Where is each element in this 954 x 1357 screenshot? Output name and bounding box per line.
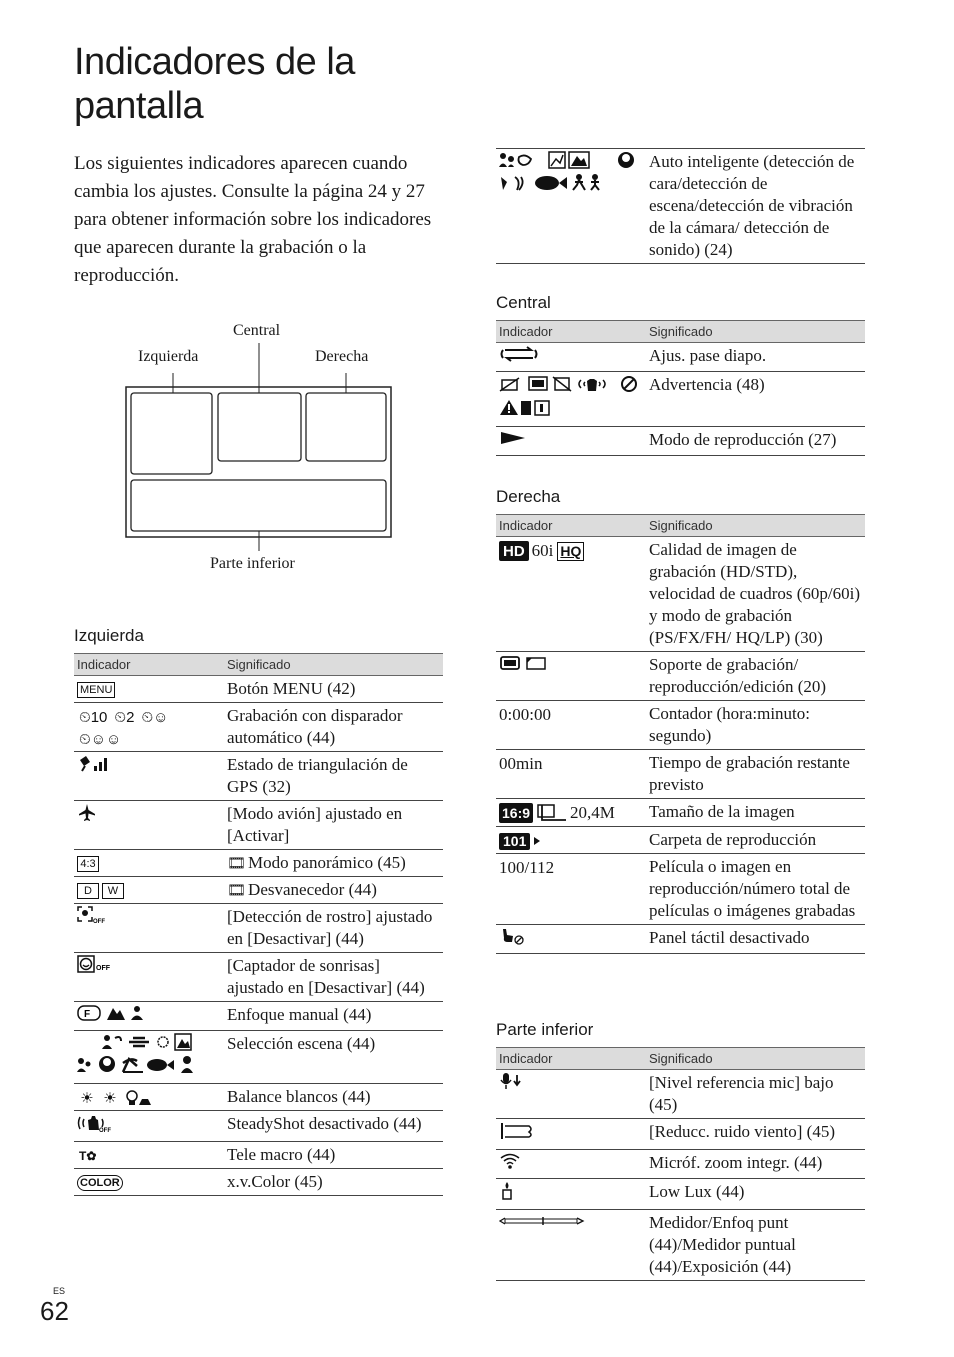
manual-focus-icons	[77, 1004, 167, 1022]
film-icon: 🎞	[227, 854, 247, 872]
self-timer-2-person-icon: ⏲☺☺	[79, 730, 122, 748]
row-text: Tamaño de la imagen	[646, 799, 865, 827]
row-text: Auto inteligente (detección de cara/detección de escena/detección de vibración de la cámara/ detección de sonido) (24)	[646, 149, 865, 264]
remaining-time-label: 00min	[499, 754, 543, 774]
airplane-icon	[77, 803, 97, 823]
table-header-row	[74, 654, 443, 676]
table-row	[74, 1084, 443, 1111]
row-text: Tiempo de grabación restante previsto	[646, 750, 865, 799]
page-language: ES	[53, 1286, 66, 1296]
row-text: Advertencia (48)	[646, 372, 865, 427]
row-text: [Detección de rostro] ajustado en [Desactivar] (44)	[224, 904, 443, 953]
row-text: Estado de triangulación de GPS (32)	[224, 752, 443, 801]
row-text: Grabación con disparador automático (44)	[224, 703, 443, 752]
spot-meter-bar-icon	[499, 1214, 585, 1228]
intro-paragraph: Los siguientes indicadores aparecen cuando cambia los ajustes. Consulte la página 24 y 27 para obtener información sobre los indicadores que aparecen durante la grabación o la reproducción.	[74, 153, 432, 286]
table-row	[496, 652, 865, 701]
hq-mode-icon: HQ	[557, 542, 584, 561]
fader-black-icon: D	[77, 883, 99, 899]
scene-selection-icons	[77, 1033, 217, 1075]
xv-color-icon: COLOR	[77, 1175, 123, 1191]
section-heading-izquierda: Izquierda	[74, 626, 144, 645]
arrow-right-icon	[533, 834, 543, 848]
table-row	[496, 701, 865, 750]
table-row	[74, 1169, 443, 1196]
row-text: Modo panorámico (45)	[248, 853, 406, 872]
smile-off-icon	[77, 955, 115, 973]
daylight-icon: ☀	[80, 1089, 94, 1107]
header-indicador: Indicador	[74, 654, 224, 676]
table-row	[74, 1031, 443, 1084]
row-text: Carpeta de reproducción	[646, 827, 865, 854]
aspect-16-9-icon: 16:9	[499, 803, 533, 823]
table-derecha	[496, 514, 865, 954]
play-icon	[499, 429, 529, 447]
label-central: Central	[233, 322, 281, 339]
screen-layout-diagram	[0, 0, 954, 600]
table-row	[496, 1179, 865, 1210]
cloudy-icon: ☀	[103, 1089, 117, 1107]
folder-101-icon: 101	[499, 833, 530, 850]
table-row	[74, 904, 443, 953]
row-text: Enfoque manual (44)	[224, 1002, 443, 1031]
table-row	[74, 801, 443, 850]
row-text: [Nivel referencia mic] bajo (45)	[646, 1070, 865, 1119]
row-text: Panel táctil desactivado	[646, 925, 865, 954]
row-text: SteadyShot desactivado (44)	[224, 1111, 443, 1142]
counter-label: 0:00:00	[499, 705, 551, 725]
slideshow-repeat-icon	[499, 345, 539, 363]
row-text: Balance blancos (44)	[224, 1084, 443, 1111]
section-heading-inferior: Parte inferior	[496, 1020, 594, 1039]
table-row	[496, 854, 865, 925]
table-header-row	[496, 321, 865, 343]
row-text: Medidor/Enfoq punt (44)/Medidor puntual (44)/Exposición (44)	[646, 1210, 865, 1281]
warning-icons	[499, 374, 643, 418]
page-number: 62	[40, 1296, 69, 1326]
svg-text:OFF: OFF	[93, 919, 105, 924]
table-row	[496, 1070, 865, 1119]
row-text: Contador (hora:minuto: segundo)	[646, 701, 865, 750]
row-text: x.v.Color (45)	[224, 1169, 443, 1196]
header-significado: Significado	[224, 654, 443, 676]
table-row	[496, 1210, 865, 1281]
image-size-label: 20,4M	[570, 803, 615, 823]
header-indicador: Indicador	[496, 321, 646, 343]
label-parte-inferior: Parte inferior	[210, 555, 295, 572]
table-izquierda	[74, 653, 443, 1196]
frame-rate-label: 60i	[531, 541, 554, 561]
table-row	[496, 427, 865, 456]
header-significado: Significado	[646, 515, 865, 537]
row-text: [Reducc. ruido viento] (45)	[646, 1119, 865, 1150]
table-row	[496, 925, 865, 954]
table-inferior	[496, 1047, 865, 1281]
row-text: Tele macro (44)	[224, 1142, 443, 1169]
row-text: Soporte de grabación/ reproducción/edición (20)	[646, 652, 865, 701]
table-row	[496, 372, 865, 427]
section-heading-derecha: Derecha	[496, 487, 561, 506]
bulb-icon	[123, 1089, 153, 1107]
row-text: Ajus. pase diapo.	[646, 343, 865, 372]
header-indicador: Indicador	[496, 1048, 646, 1070]
self-timer-10-icon: ⏲10	[79, 708, 108, 726]
self-timer-1-person-icon: ⏲☺	[141, 708, 169, 726]
touch-off-icon	[499, 927, 527, 945]
row-text: [Modo avión] ajustado en [Activar]	[224, 801, 443, 850]
image-size-icon	[536, 803, 570, 823]
row-text: Desvanecedor (44)	[248, 880, 377, 899]
page-title: Indicadores de la pantalla	[74, 41, 355, 127]
low-lux-icon	[499, 1181, 515, 1201]
label-derecha: Derecha	[315, 348, 369, 365]
hd-quality-icon: HD	[499, 541, 529, 561]
label-izquierda: Izquierda	[138, 348, 199, 365]
table-row	[496, 149, 865, 264]
table-row	[496, 799, 865, 827]
row-text: Calidad de imagen de grabación (HD/STD), velocidad de cuadros (60p/60i) y modo de grabación (PS/FX/FH/ HQ/LP) (30)	[646, 537, 865, 652]
header-indicador: Indicador	[496, 515, 646, 537]
steadyshot-off-icon	[77, 1113, 111, 1133]
table-auto	[496, 148, 865, 264]
wind-reduction-icon	[499, 1121, 535, 1141]
film-icon: 🎞	[227, 881, 247, 899]
table-header-row	[496, 515, 865, 537]
table-row	[496, 537, 865, 652]
table-row	[74, 953, 443, 1002]
fader-white-icon: W	[102, 883, 124, 899]
table-row	[74, 850, 443, 877]
menu-icon: MENU	[77, 682, 115, 698]
header-significado: Significado	[646, 1048, 865, 1070]
section-heading-central: Central	[496, 293, 551, 312]
satellite-signal-icon	[77, 754, 111, 774]
row-text: Modo de reproducción (27)	[646, 427, 865, 456]
mic-low-icon	[499, 1072, 525, 1090]
table-row	[74, 752, 443, 801]
file-number-label: 100/112	[499, 858, 555, 878]
svg-text:OFF: OFF	[96, 965, 110, 972]
table-row	[496, 343, 865, 372]
row-text: [Captador de sonrisas] ajustado en [Desactivar] (44)	[224, 953, 443, 1002]
row-text: Botón MENU (42)	[224, 676, 443, 703]
aspect-4-3-icon: 4:3	[77, 856, 99, 872]
svg-text:OFF: OFF	[99, 1128, 111, 1133]
table-row	[74, 877, 443, 904]
zoom-mic-icon	[499, 1152, 521, 1170]
table-row	[496, 1150, 865, 1179]
self-timer-2-icon: ⏲2	[114, 708, 135, 726]
table-central	[496, 320, 865, 456]
table-row	[496, 827, 865, 854]
table-row	[74, 1142, 443, 1169]
row-text: Micróf. zoom integr. (44)	[646, 1150, 865, 1179]
intelligent-auto-icons	[499, 151, 643, 193]
header-significado: Significado	[646, 321, 865, 343]
row-text: Película o imagen en reproducción/número total de películas o imágenes grabadas	[646, 854, 865, 925]
svg-text:F: F	[84, 1009, 91, 1020]
face-off-icon	[77, 906, 105, 924]
table-row	[74, 1111, 443, 1142]
row-text: Low Lux (44)	[646, 1179, 865, 1210]
table-header-row	[496, 1048, 865, 1070]
table-row	[74, 1002, 443, 1031]
recording-media-icons	[499, 654, 553, 672]
table-row	[74, 676, 443, 703]
row-text: Selección escena (44)	[224, 1031, 443, 1084]
table-row	[496, 1119, 865, 1150]
table-row	[496, 750, 865, 799]
table-row	[74, 703, 443, 752]
tele-macro-icon: T✿	[79, 1148, 97, 1163]
